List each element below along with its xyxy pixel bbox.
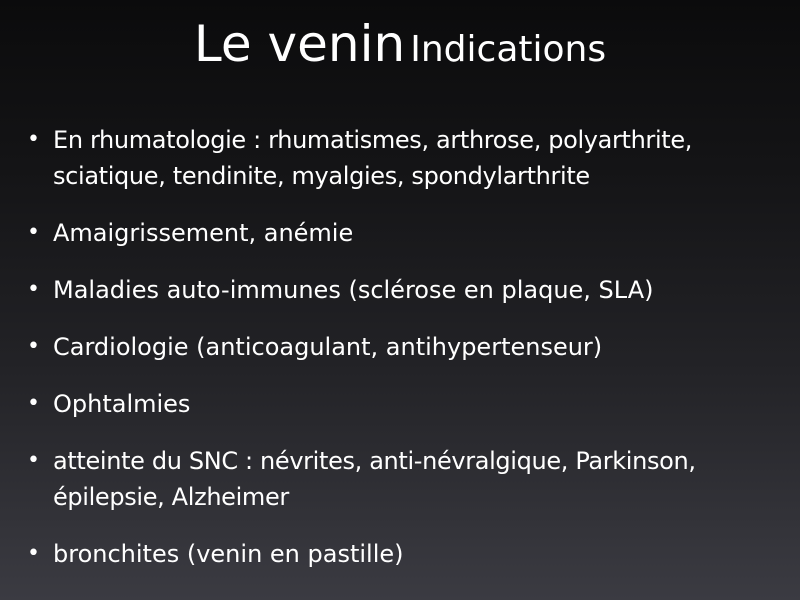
list-item-text xyxy=(53,536,787,572)
bullet-icon: • xyxy=(27,391,40,416)
list-item-text xyxy=(53,443,787,515)
list-item-ophthalmology xyxy=(27,386,787,422)
bullet-icon: • xyxy=(27,127,40,152)
list-item-rheumatology xyxy=(27,122,787,194)
list-item-line-1: bronchites (venin en pastille) xyxy=(53,540,404,568)
list-item-bronchitis xyxy=(27,536,787,572)
indications-list xyxy=(27,122,787,572)
list-item-line-1: Maladies auto-immunes (sclérose en plaque, SLA) xyxy=(53,276,654,304)
slide-title xyxy=(0,14,800,74)
list-item-cardiology xyxy=(27,329,787,365)
list-item-text xyxy=(53,215,787,251)
slide-title-subtitle: Indications xyxy=(410,29,607,70)
list-item-weight-loss xyxy=(27,215,787,251)
list-item-line-2: épilepsie, Alzheimer xyxy=(53,483,289,511)
bullet-icon: • xyxy=(27,334,40,359)
list-item-line-1: atteinte du SNC : névrites, anti-névralgique, Parkinson, xyxy=(53,447,696,475)
list-item-text xyxy=(53,386,787,422)
bullet-icon: • xyxy=(27,448,40,473)
list-item-line-1: Ophtalmies xyxy=(53,390,191,418)
list-item-autoimmune xyxy=(27,272,787,308)
list-item-text xyxy=(53,329,787,365)
list-item-text xyxy=(53,122,787,194)
list-item-line-1: En rhumatologie : rhumatismes, arthrose, polyarthrite, xyxy=(53,126,693,154)
list-item-line-1: Cardiologie (anticoagulant, antihypertenseur) xyxy=(53,333,603,361)
bullet-icon: • xyxy=(27,220,40,245)
bullet-icon: • xyxy=(27,541,40,566)
list-item-text xyxy=(53,272,787,308)
list-item-line-1: Amaigrissement, anémie xyxy=(53,219,354,247)
slide-title-main: Le venin xyxy=(193,15,406,73)
list-item-line-2: sciatique, tendinite, myalgies, spondylarthrite xyxy=(53,162,590,190)
list-item-cns xyxy=(27,443,787,515)
bullet-icon: • xyxy=(27,277,40,302)
